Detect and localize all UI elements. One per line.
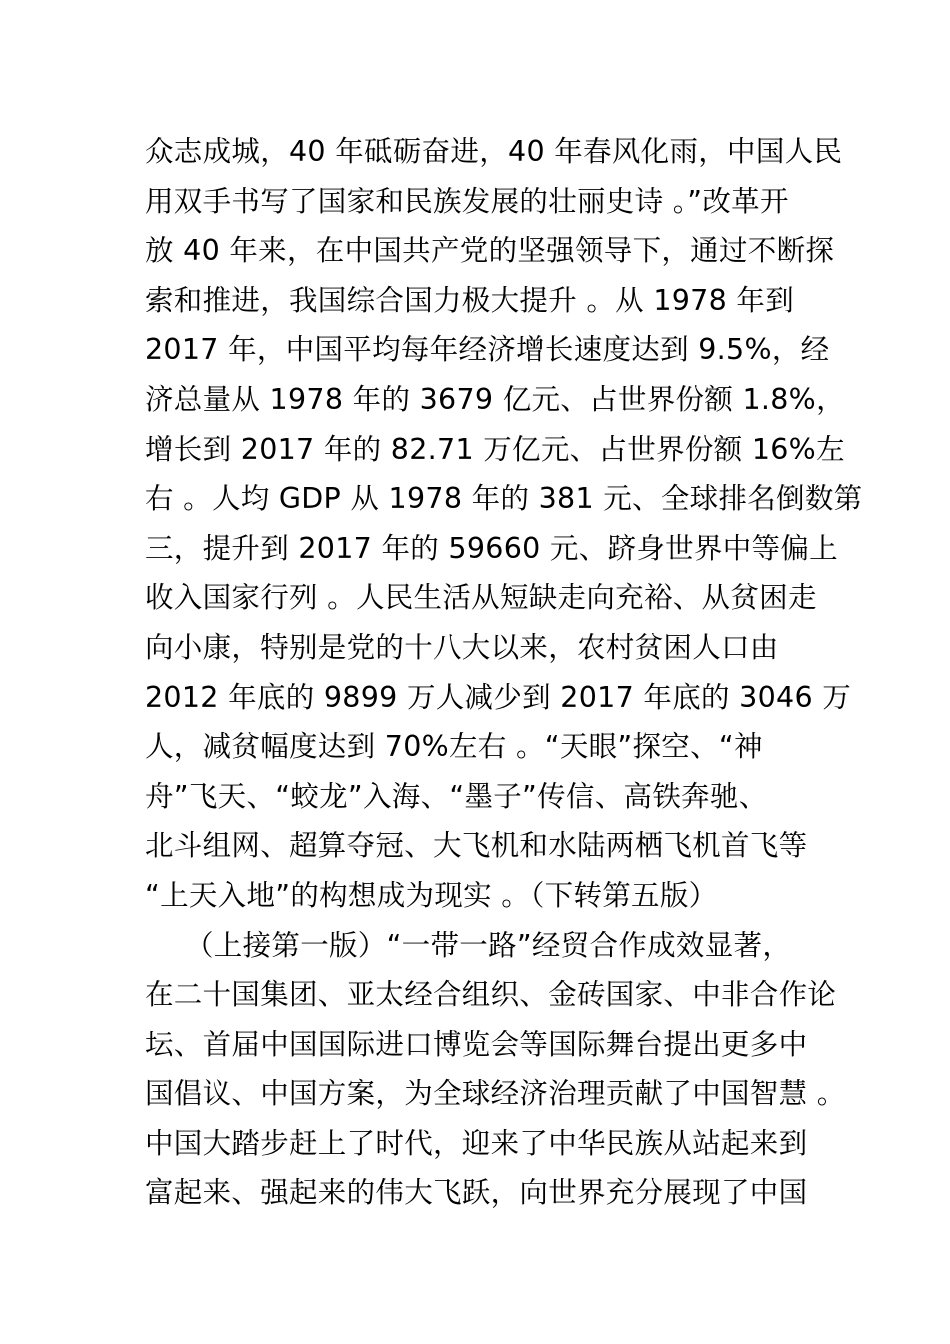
text-line: 众志成城，40 年砥砺奋进，40 年春风化雨，中国人民 — [145, 135, 843, 168]
text-line: 舟”飞天、“蛟龙”入海、“墨子”传信、高铁奔驰、 — [145, 779, 768, 813]
text-line: 国倡议、中国方案，为全球经济治理贡献了中国智慧 。 — [145, 1077, 846, 1111]
text-line: 放 40 年来，在中国共产党的坚强领导下，通过不断探 — [145, 234, 835, 268]
text-line: 右 。人均 GDP 从 1978 年的 381 元、全球排名倒数第 — [145, 482, 863, 516]
body-text — [145, 127, 863, 1218]
text-line: 济总量从 1978 年的 3679 亿元、占世界份额 1.8%， — [145, 382, 845, 416]
text-line: 人，减贫幅度达到 70%左右 。“天眼”探空、“神 — [145, 730, 763, 764]
text-line: 增长到 2017 年的 82.71 万亿元、占世界份额 16%左 — [145, 432, 845, 466]
paragraph-1 — [145, 127, 863, 921]
text-line: 富起来、强起来的伟大飞跃，向世界充分展现了中国 — [145, 1176, 808, 1210]
text-line: 北斗组网、超算夺冠、大飞机和水陆两栖飞机首飞等 — [145, 829, 808, 863]
text-line: 2017 年，中国平均每年经济增长速度达到 9.5%，经 — [145, 333, 830, 367]
text-line: “上天入地”的构想成为现实 。（下转第五版） — [145, 878, 718, 912]
text-line: 2012 年底的 9899 万人减少到 2017 年底的 3046 万 — [145, 680, 852, 714]
text-line: 坛、首届中国国际进口博览会等国际舞台提出更多中 — [145, 1027, 808, 1061]
text-line: 收入国家行列 。人民生活从短缺走向充裕、从贫困走 — [145, 581, 817, 615]
text-line: 用双手书写了国家和民族发展的壮丽史诗 。”改革开 — [145, 184, 789, 218]
text-line: 中国大踏步赶上了时代，迎来了中华民族从站起来到 — [145, 1126, 808, 1160]
text-line: 向小康，特别是党的十八大以来，农村贫困人口由 — [145, 630, 779, 664]
text-line: 三，提升到 2017 年的 59660 元、跻身世界中等偏上 — [145, 531, 838, 565]
text-line: 索和推进，我国综合国力极大提升 。从 1978 年到 — [145, 283, 795, 317]
text-line: 在二十国集团、亚太经合组织、金砖国家、中非合作论 — [145, 978, 837, 1012]
text-line: （上接第一版）“一带一路”经贸合作成效显著， — [185, 928, 792, 962]
paragraph-2 — [145, 921, 846, 1219]
